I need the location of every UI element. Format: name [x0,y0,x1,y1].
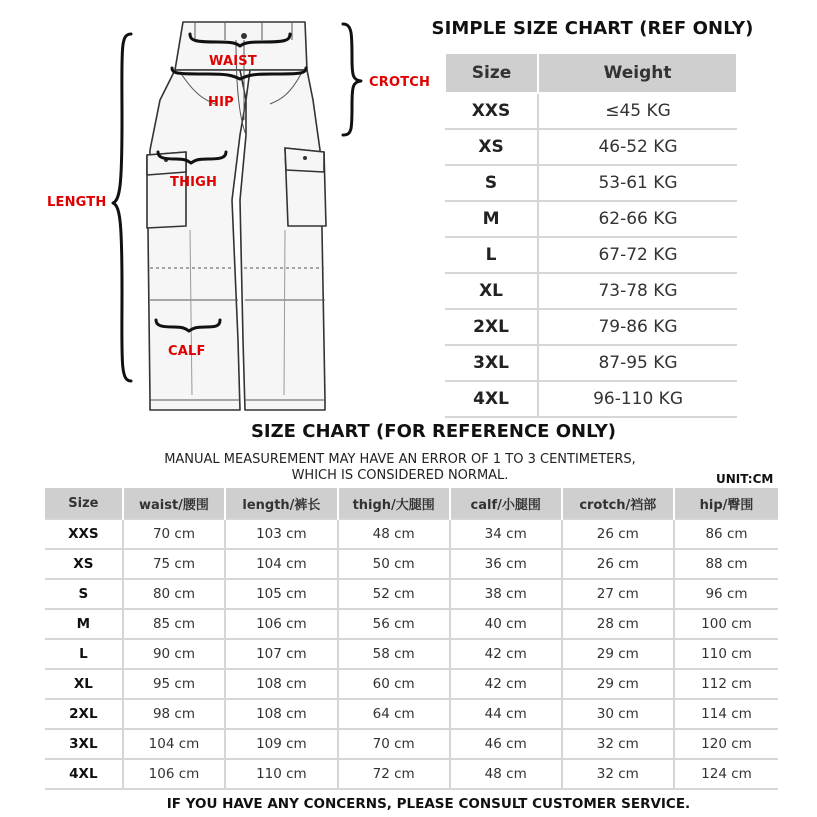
size-header-cell: crotch/裆部 [562,488,674,519]
measurement-cell: 104 cm [123,729,225,759]
simple-table-row [445,237,737,273]
measurement-cell: 52 cm [338,579,450,609]
simple-size-cell: M [445,201,538,237]
measurement-cell: 108 cm [225,699,337,729]
size-header-cell: waist/腰围 [123,488,225,519]
measurement-cell: 85 cm [123,609,225,639]
measurement-cell: 95 cm [123,669,225,699]
simple-size-cell: XL [445,273,538,309]
measurement-cell: 107 cm [225,639,337,669]
thigh-label: THIGH [170,175,218,190]
simple-table-row [445,129,737,165]
measurement-cell: 108 cm [225,669,337,699]
size-label-cell: XS [45,549,123,579]
simple-weight-cell: 96-110 KG [538,381,737,417]
simple-weight-cell: 79-86 KG [538,309,737,345]
measurement-cell: 90 cm [123,639,225,669]
size-header-cell: hip/臀围 [674,488,778,519]
measurement-cell: 44 cm [450,699,562,729]
simple-size-table [444,52,738,418]
footer-notice: IF YOU HAVE ANY CONCERNS, PLEASE CONSULT CUSTOMER SERVICE. [166,796,691,812]
measurement-cell: 29 cm [562,669,674,699]
size-header-row [45,488,778,519]
measurement-cell: 50 cm [338,549,450,579]
simple-size-cell: 2XL [445,309,538,345]
measurement-cell: 100 cm [674,609,778,639]
simple-weight-cell: 87-95 KG [538,345,737,381]
measurement-cell: 42 cm [450,669,562,699]
measurement-cell: 40 cm [450,609,562,639]
simple-header-row [445,53,737,93]
measurement-cell: 105 cm [225,579,337,609]
crotch-label: CROTCH [369,75,431,90]
size-table-row [45,519,778,549]
size-table-row [45,669,778,699]
simple-table-row [445,165,737,201]
simple-size-cell: S [445,165,538,201]
simple-table-row [445,201,737,237]
hip-label: HIP [208,95,234,110]
simple-table-row [445,381,737,417]
measurement-cell: 124 cm [674,759,778,789]
size-table [45,488,778,790]
measurement-note [120,452,680,484]
simple-table-row [445,345,737,381]
simple-chart-title: SIMPLE SIZE CHART (REF ONLY) [431,18,754,39]
measurement-cell: 110 cm [225,759,337,789]
size-label-cell: XL [45,669,123,699]
size-table-row [45,699,778,729]
size-header-cell: length/裤长 [225,488,337,519]
measurement-cell: 98 cm [123,699,225,729]
measurement-cell: 26 cm [562,549,674,579]
measurement-cell: 80 cm [123,579,225,609]
simple-size-cell: XS [445,129,538,165]
measurement-cell: 26 cm [562,519,674,549]
simple-size-cell: 3XL [445,345,538,381]
measurement-cell: 28 cm [562,609,674,639]
measurement-cell: 86 cm [674,519,778,549]
measurement-cell: 70 cm [338,729,450,759]
measurement-cell: 75 cm [123,549,225,579]
size-table-row [45,759,778,789]
simple-size-cell: 4XL [445,381,538,417]
measurement-cell: 109 cm [225,729,337,759]
measurement-cell: 38 cm [450,579,562,609]
measurement-cell: 106 cm [123,759,225,789]
simple-weight-cell: 62-66 KG [538,201,737,237]
simple-weight-cell: 53-61 KG [538,165,737,201]
measurement-cell: 120 cm [674,729,778,759]
simple-table-row [445,93,737,129]
size-label-cell: XXS [45,519,123,549]
pants-diagram [0,0,440,420]
measurement-cell: 36 cm [450,549,562,579]
simple-weight-cell: ≤45 KG [538,93,737,129]
waist-label: WAIST [209,54,257,69]
size-label-cell: M [45,609,123,639]
measurement-cell: 110 cm [674,639,778,669]
measurement-cell: 56 cm [338,609,450,639]
simple-table-row [445,309,737,345]
measurement-cell: 104 cm [225,549,337,579]
measurement-cell: 29 cm [562,639,674,669]
measurement-cell: 46 cm [450,729,562,759]
simple-size-cell: XXS [445,93,538,129]
size-table-row [45,639,778,669]
note-line-1: MANUAL MEASUREMENT MAY HAVE AN ERROR OF 1 TO 3 CENTIMETERS, [164,452,636,467]
size-chart-title: SIZE CHART (FOR REFERENCE ONLY) [250,421,617,442]
size-table-row [45,729,778,759]
note-line-2: WHICH IS CONSIDERED NORMAL. [291,468,509,483]
size-label-cell: 3XL [45,729,123,759]
length-label: LENGTH [47,195,107,210]
measurement-cell: 30 cm [562,699,674,729]
simple-header-size: Size [445,53,538,93]
simple-weight-cell: 67-72 KG [538,237,737,273]
measurement-cell: 112 cm [674,669,778,699]
measurement-cell: 27 cm [562,579,674,609]
size-header-cell: Size [45,488,123,519]
size-table-body [45,519,778,789]
size-table-row [45,579,778,609]
calf-label: CALF [168,344,206,359]
measurement-cell: 60 cm [338,669,450,699]
simple-header-weight: Weight [538,53,737,93]
measurement-cell: 96 cm [674,579,778,609]
size-label-cell: L [45,639,123,669]
size-label-cell: 4XL [45,759,123,789]
size-header-cell: thigh/大腿围 [338,488,450,519]
size-label-cell: 2XL [45,699,123,729]
simple-table-body [445,93,737,417]
measurement-cell: 34 cm [450,519,562,549]
measurement-cell: 42 cm [450,639,562,669]
measurement-cell: 103 cm [225,519,337,549]
measurement-cell: 114 cm [674,699,778,729]
measurement-cell: 70 cm [123,519,225,549]
measurement-cell: 64 cm [338,699,450,729]
size-header-cell: calf/小腿围 [450,488,562,519]
measurement-cell: 48 cm [338,519,450,549]
simple-weight-cell: 46-52 KG [538,129,737,165]
measurement-cell: 106 cm [225,609,337,639]
measurement-cell: 72 cm [338,759,450,789]
unit-label: UNIT:CM [716,472,774,486]
simple-size-cell: L [445,237,538,273]
measurement-cell: 32 cm [562,729,674,759]
measurement-cell: 32 cm [562,759,674,789]
size-table-row [45,609,778,639]
simple-table-row [445,273,737,309]
size-label-cell: S [45,579,123,609]
measurement-cell: 88 cm [674,549,778,579]
simple-weight-cell: 73-78 KG [538,273,737,309]
measurement-cell: 48 cm [450,759,562,789]
size-table-row [45,549,778,579]
measurement-cell: 58 cm [338,639,450,669]
